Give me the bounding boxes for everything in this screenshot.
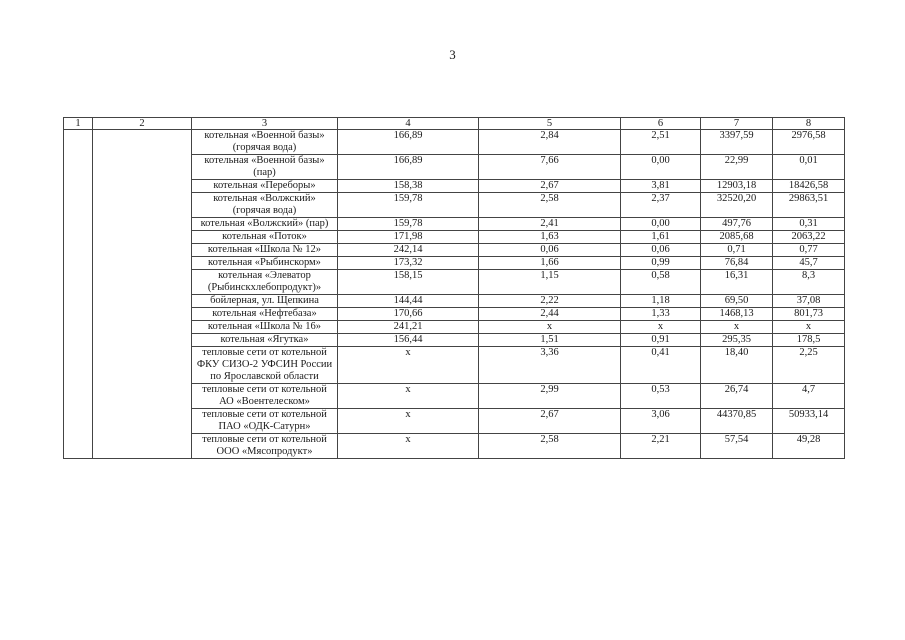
column-8-value: 29863,51	[773, 193, 845, 218]
column-6-value: 0,99	[621, 257, 701, 270]
column-8-value: 2976,58	[773, 130, 845, 155]
column-6-value: 0,53	[621, 384, 701, 409]
facility-name-cell: тепловые сети от котельной ПАО «ОДК-Сатурн»	[192, 409, 338, 434]
facility-name-cell: котельная «Школа № 12»	[192, 244, 338, 257]
column-8-value: 50933,14	[773, 409, 845, 434]
column-7-value: 12903,18	[701, 180, 773, 193]
column-number: 6	[621, 118, 701, 130]
column-7-value: 69,50	[701, 295, 773, 308]
column-5-value: 2,58	[479, 434, 621, 459]
column-number: 8	[773, 118, 845, 130]
facility-name-cell: тепловые сети от котельной ФКУ СИЗО-2 УФСИН России по Ярославской области	[192, 347, 338, 384]
column-8-value: 18426,58	[773, 180, 845, 193]
column-5-value: 2,58	[479, 193, 621, 218]
facility-name-cell: котельная «Рыбинскорм»	[192, 257, 338, 270]
column-7-value: 3397,59	[701, 130, 773, 155]
column-5-value: 0,06	[479, 244, 621, 257]
column-4-value: 159,78	[338, 193, 479, 218]
column-5-value: 2,84	[479, 130, 621, 155]
column-5-value: 3,36	[479, 347, 621, 384]
column-4-value: 170,66	[338, 308, 479, 321]
column-7-value: 16,31	[701, 270, 773, 295]
column-number: 5	[479, 118, 621, 130]
facility-name-cell: котельная «Военной базы» (горячая вода)	[192, 130, 338, 155]
facility-name-cell: бойлерная, ул. Щепкина	[192, 295, 338, 308]
column-4-value: 241,21	[338, 321, 479, 334]
column-7-value: 57,54	[701, 434, 773, 459]
column-7-value: х	[701, 321, 773, 334]
column-6-value: 0,00	[621, 155, 701, 180]
column-5-value: 2,67	[479, 409, 621, 434]
page-number: 3	[449, 47, 456, 62]
column-6-value: 2,21	[621, 434, 701, 459]
column-7-value: 0,71	[701, 244, 773, 257]
column-4-value: х	[338, 347, 479, 384]
facility-name-cell: котельная «Нефтебаза»	[192, 308, 338, 321]
facility-name-cell: котельная «Поток»	[192, 231, 338, 244]
column-5-value: 1,63	[479, 231, 621, 244]
column-5-value: 2,41	[479, 218, 621, 231]
column-4-value: 156,44	[338, 334, 479, 347]
column-8-value: 0,01	[773, 155, 845, 180]
facility-name-cell: котельная «Ягутка»	[192, 334, 338, 347]
column-4-value: 158,15	[338, 270, 479, 295]
column-7-value: 1468,13	[701, 308, 773, 321]
column-8-value: 49,28	[773, 434, 845, 459]
column-7-value: 44370,85	[701, 409, 773, 434]
column-5-value: 2,44	[479, 308, 621, 321]
column-8-value: 0,31	[773, 218, 845, 231]
facility-name-cell: котельная «Военной базы» (пар)	[192, 155, 338, 180]
facility-name-cell: котельная «Волжский» (горячая вода)	[192, 193, 338, 218]
column-7-value: 497,76	[701, 218, 773, 231]
column-6-value: 3,81	[621, 180, 701, 193]
column-4-value: 171,98	[338, 231, 479, 244]
column-4-value: х	[338, 384, 479, 409]
column-4-value: 166,89	[338, 130, 479, 155]
column-6-value: 1,61	[621, 231, 701, 244]
column-5-value: 1,66	[479, 257, 621, 270]
column-number: 1	[64, 118, 93, 130]
column-6-value: х	[621, 321, 701, 334]
column-8-value: 801,73	[773, 308, 845, 321]
column-5-value: 1,15	[479, 270, 621, 295]
column-6-value: 2,37	[621, 193, 701, 218]
column-8-value: 4,7	[773, 384, 845, 409]
facility-name-cell: котельная «Школа № 16»	[192, 321, 338, 334]
column-7-value: 76,84	[701, 257, 773, 270]
column-number: 4	[338, 118, 479, 130]
column-4-value: 159,78	[338, 218, 479, 231]
col1-blank-cell	[64, 130, 93, 459]
column-4-value: 144,44	[338, 295, 479, 308]
column-number: 7	[701, 118, 773, 130]
column-7-value: 26,74	[701, 384, 773, 409]
column-5-value: 1,51	[479, 334, 621, 347]
column-5-value: 2,67	[479, 180, 621, 193]
column-8-value: 37,08	[773, 295, 845, 308]
column-6-value: 0,58	[621, 270, 701, 295]
column-4-value: х	[338, 409, 479, 434]
column-8-value: 45,7	[773, 257, 845, 270]
column-4-value: х	[338, 434, 479, 459]
column-8-value: 8,3	[773, 270, 845, 295]
col2-blank-cell	[93, 130, 192, 459]
column-number: 3	[192, 118, 338, 130]
column-8-value: 2,25	[773, 347, 845, 384]
column-7-value: 32520,20	[701, 193, 773, 218]
column-8-value: 178,5	[773, 334, 845, 347]
facility-name-cell: котельная «Элеватор (Рыбинскхлебопродукт)»	[192, 270, 338, 295]
column-8-value: 2063,22	[773, 231, 845, 244]
column-6-value: 1,33	[621, 308, 701, 321]
column-6-value: 0,00	[621, 218, 701, 231]
column-7-value: 2085,68	[701, 231, 773, 244]
column-7-value: 18,40	[701, 347, 773, 384]
facility-name-cell: котельная «Переборы»	[192, 180, 338, 193]
column-5-value: 7,66	[479, 155, 621, 180]
column-4-value: 173,32	[338, 257, 479, 270]
facility-name-cell: тепловые сети от котельной ООО «Мясопродукт»	[192, 434, 338, 459]
column-number: 2	[93, 118, 192, 130]
facility-name-cell: тепловые сети от котельной АО «Воентелеском»	[192, 384, 338, 409]
column-8-value: 0,77	[773, 244, 845, 257]
column-6-value: 3,06	[621, 409, 701, 434]
column-6-value: 0,06	[621, 244, 701, 257]
column-4-value: 166,89	[338, 155, 479, 180]
column-5-value: 2,99	[479, 384, 621, 409]
column-6-value: 1,18	[621, 295, 701, 308]
column-6-value: 0,91	[621, 334, 701, 347]
column-4-value: 158,38	[338, 180, 479, 193]
column-6-value: 0,41	[621, 347, 701, 384]
data-table	[63, 117, 845, 459]
table-row	[64, 130, 845, 155]
column-6-value: 2,51	[621, 130, 701, 155]
column-7-value: 295,35	[701, 334, 773, 347]
column-5-value: х	[479, 321, 621, 334]
column-5-value: 2,22	[479, 295, 621, 308]
column-8-value: х	[773, 321, 845, 334]
column-7-value: 22,99	[701, 155, 773, 180]
column-4-value: 242,14	[338, 244, 479, 257]
facility-name-cell: котельная «Волжский» (пар)	[192, 218, 338, 231]
column-number-row	[64, 118, 845, 130]
